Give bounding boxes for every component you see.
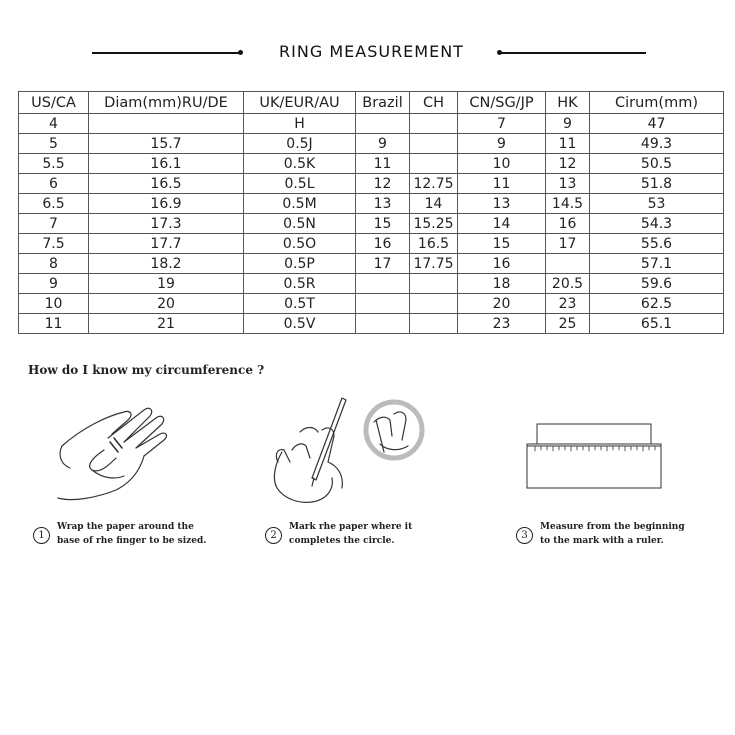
table-row [19, 234, 724, 254]
table-cell: 16 [546, 214, 590, 234]
table-cell [356, 314, 410, 334]
table-cell [356, 294, 410, 314]
table-cell: 0.5P [244, 254, 356, 274]
table-cell: 0.5N [244, 214, 356, 234]
table-cell [410, 154, 458, 174]
column-header: CH [410, 92, 458, 114]
step-text-line: base of rhe finger to be sized. [57, 536, 207, 546]
table-row [19, 274, 724, 294]
table-cell: 12.75 [410, 174, 458, 194]
table-cell: 12 [546, 154, 590, 174]
table-cell: 4 [19, 114, 89, 134]
table-cell: 49.3 [590, 134, 724, 154]
table-row [19, 294, 724, 314]
table-cell: 5 [19, 134, 89, 154]
table-cell: 0.5V [244, 314, 356, 334]
table-cell: 50.5 [590, 154, 724, 174]
step-text-line: to the mark with a ruler. [540, 536, 664, 546]
table-cell: 55.6 [590, 234, 724, 254]
table-cell: 65.1 [590, 314, 724, 334]
table-cell: 11 [356, 154, 410, 174]
table-cell: 14 [410, 194, 458, 214]
table-cell [410, 114, 458, 134]
ruler-icon [525, 420, 665, 492]
step-text [57, 520, 206, 548]
ring-size-table [18, 91, 724, 334]
table-cell: 0.5L [244, 174, 356, 194]
column-header: Brazil [356, 92, 410, 114]
step-text [540, 520, 685, 548]
title-line-right [500, 52, 646, 54]
table-cell: 14.5 [546, 194, 590, 214]
table-cell [356, 114, 410, 134]
column-header: CN/SG/JP [458, 92, 546, 114]
table-cell: 11 [546, 134, 590, 154]
table-cell: 57.1 [590, 254, 724, 274]
table-cell: 10 [19, 294, 89, 314]
table-cell: 53 [590, 194, 724, 214]
column-header: Cirum(mm) [590, 92, 724, 114]
table-cell: 23 [458, 314, 546, 334]
table-cell: 11 [19, 314, 89, 334]
column-header: Diam(mm)RU/DE [89, 92, 244, 114]
table-cell: H [244, 114, 356, 134]
table-cell: 10 [458, 154, 546, 174]
table-cell: 59.6 [590, 274, 724, 294]
table-cell: 13 [356, 194, 410, 214]
step-text-line: Measure from the beginning [540, 522, 685, 532]
table-cell [410, 294, 458, 314]
table-cell: 6 [19, 174, 89, 194]
table-cell: 17 [546, 234, 590, 254]
table-cell: 11 [458, 174, 546, 194]
table-cell: 13 [546, 174, 590, 194]
table-row [19, 194, 724, 214]
table-row [19, 214, 724, 234]
table-cell [410, 274, 458, 294]
table-cell: 16.5 [89, 174, 244, 194]
table-cell: 18.2 [89, 254, 244, 274]
table-cell: 47 [590, 114, 724, 134]
table-cell: 25 [546, 314, 590, 334]
table-row [19, 134, 724, 154]
table-row [19, 314, 724, 334]
step-text-line: completes the circle. [289, 536, 395, 546]
table-cell: 15.7 [89, 134, 244, 154]
table-row [19, 154, 724, 174]
table-cell: 20 [89, 294, 244, 314]
table-cell: 16.5 [410, 234, 458, 254]
step-text-line: Mark rhe paper where it [289, 522, 413, 532]
table-cell: 7 [19, 214, 89, 234]
table-cell: 17.75 [410, 254, 458, 274]
table-cell: 7 [458, 114, 546, 134]
column-header: UK/EUR/AU [244, 92, 356, 114]
table-cell: 5.5 [19, 154, 89, 174]
table-cell: 51.8 [590, 174, 724, 194]
table-cell [356, 274, 410, 294]
step-text-line: Wrap the paper around the [57, 522, 194, 532]
table-cell: 7.5 [19, 234, 89, 254]
table-cell: 16.1 [89, 154, 244, 174]
table-cell: 13 [458, 194, 546, 214]
step-number-badge: 2 [265, 527, 282, 544]
table-row [19, 254, 724, 274]
table-cell: 15 [458, 234, 546, 254]
table-cell: 16 [356, 234, 410, 254]
table-cell: 18 [458, 274, 546, 294]
table-row [19, 114, 724, 134]
table-cell: 19 [89, 274, 244, 294]
table-cell: 9 [458, 134, 546, 154]
table-cell: 0.5T [244, 294, 356, 314]
step-text [289, 520, 412, 548]
table-cell: 16.9 [89, 194, 244, 214]
table-cell [546, 254, 590, 274]
step-number-badge: 1 [33, 527, 50, 544]
table-cell: 16 [458, 254, 546, 274]
table-cell: 54.3 [590, 214, 724, 234]
table-cell: 6.5 [19, 194, 89, 214]
table-row [19, 174, 724, 194]
hand-mark-icon [262, 392, 432, 510]
table-cell: 20.5 [546, 274, 590, 294]
step-number-badge: 3 [516, 527, 533, 544]
table-cell: 17.3 [89, 214, 244, 234]
table-cell [410, 314, 458, 334]
table-cell: 62.5 [590, 294, 724, 314]
table-cell: 0.5M [244, 194, 356, 214]
table-cell: 17 [356, 254, 410, 274]
table-body [19, 114, 724, 334]
table-cell: 0.5J [244, 134, 356, 154]
table-cell: 12 [356, 174, 410, 194]
page-title: RING MEASUREMENT [279, 42, 464, 61]
hand-wrap-icon [52, 398, 182, 508]
table-cell: 21 [89, 314, 244, 334]
table-cell: 0.5K [244, 154, 356, 174]
table-cell: 17.7 [89, 234, 244, 254]
table-cell: 9 [546, 114, 590, 134]
table-cell: 15.25 [410, 214, 458, 234]
guide-question: How do I know my circumference ? [28, 363, 265, 377]
table-cell: 9 [19, 274, 89, 294]
column-header: US/CA [19, 92, 89, 114]
column-header: HK [546, 92, 590, 114]
table-header-row [19, 92, 724, 114]
title-row [0, 40, 735, 66]
table-cell [89, 114, 244, 134]
table-cell: 23 [546, 294, 590, 314]
table-cell: 20 [458, 294, 546, 314]
table-cell [410, 134, 458, 154]
table-cell: 8 [19, 254, 89, 274]
table-cell: 14 [458, 214, 546, 234]
table-cell: 9 [356, 134, 410, 154]
table-cell: 15 [356, 214, 410, 234]
table-cell: 0.5O [244, 234, 356, 254]
table-cell: 0.5R [244, 274, 356, 294]
